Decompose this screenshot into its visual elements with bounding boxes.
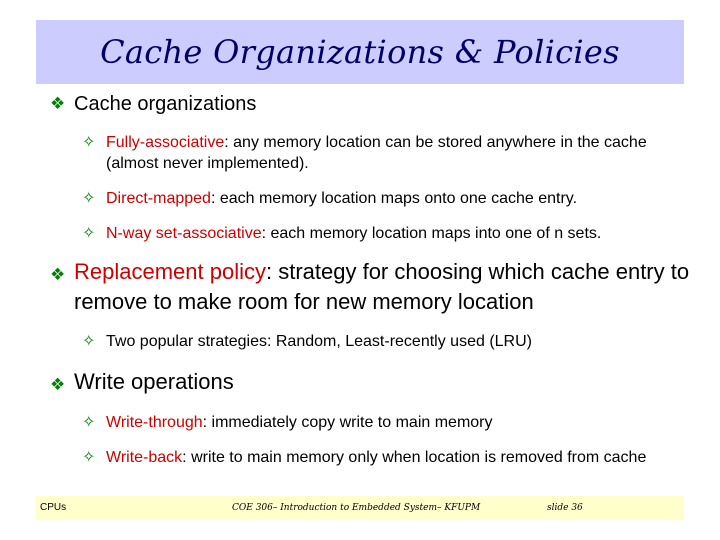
term: Write-through <box>106 414 203 431</box>
diamond-bullet-icon: ❖ <box>50 265 66 284</box>
sub-bullet-text: : any memory location can be stored anywhere in the cache (almost never implemented). <box>106 134 647 172</box>
term: Replacement policy <box>74 259 266 284</box>
sub-bullet-text: : each memory location maps onto one cache entry. <box>210 190 578 207</box>
star-bullet-icon: ✧ <box>82 190 96 207</box>
term: Direct-mapped <box>106 190 211 207</box>
title-bar <box>36 20 684 84</box>
sub-bullet-write-through <box>50 412 690 433</box>
sub-bullet-strategies <box>50 331 690 352</box>
footer-slide-number: slide 36 <box>547 503 583 513</box>
diamond-bullet-icon: ❖ <box>50 375 66 394</box>
bullet-text: Write operations <box>74 369 234 394</box>
sub-bullet-write-back <box>50 447 690 468</box>
star-bullet-icon: ✧ <box>82 333 96 350</box>
slide-content <box>50 92 690 468</box>
sub-bullet-n-way-set-associative <box>50 223 690 244</box>
bullet-text: Cache organizations <box>74 93 257 115</box>
term: Write-back <box>106 449 183 466</box>
diamond-bullet-icon: ❖ <box>50 94 66 113</box>
sub-bullet-fully-associative <box>50 132 690 174</box>
sub-bullet-text: : write to main memory only when location is removed from cache <box>182 449 647 466</box>
footer-bar <box>36 496 684 520</box>
slide-title: Cache Organizations & Policies <box>100 33 620 71</box>
sub-bullet-text: : each memory location maps into one of n sets. <box>261 225 602 242</box>
bullet-cache-organizations <box>50 92 690 116</box>
term: Fully-associative <box>106 134 225 151</box>
sub-bullet-text: Two popular strategies: Random, Least-recently used (LRU) <box>106 333 532 350</box>
bullet-write-operations <box>50 367 690 397</box>
bullet-replacement-policy <box>50 257 690 317</box>
star-bullet-icon: ✧ <box>82 449 96 466</box>
sub-bullet-text: : immediately copy write to main memory <box>202 414 493 431</box>
star-bullet-icon: ✧ <box>82 225 96 242</box>
sub-bullet-direct-mapped <box>50 188 690 209</box>
footer-course-label: COE 306– Introduction to Embedded System– KFUPM <box>232 503 481 513</box>
star-bullet-icon: ✧ <box>82 414 96 431</box>
footer-section-label: CPUs <box>40 502 67 513</box>
term: N-way set-associative <box>106 225 262 242</box>
star-bullet-icon: ✧ <box>82 134 96 151</box>
bullet-text: : strategy for choosing which cache entry to remove to make room for new memory location <box>74 259 690 314</box>
